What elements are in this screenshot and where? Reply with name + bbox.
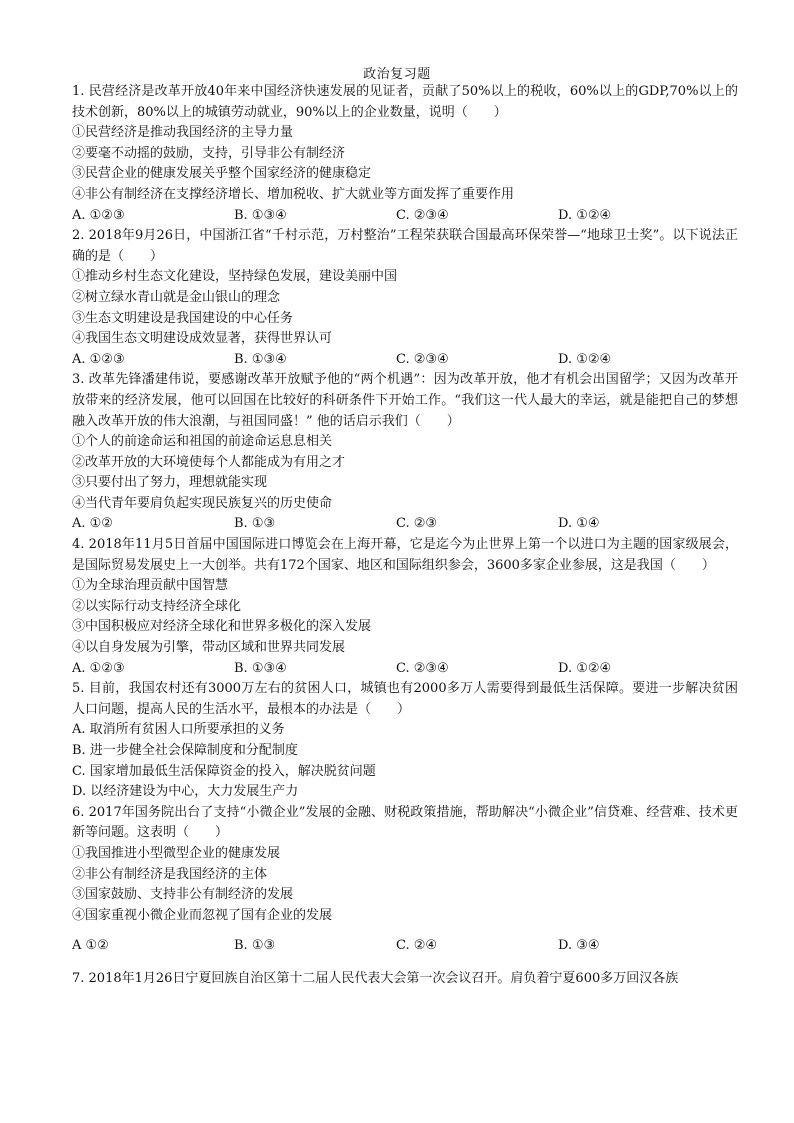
choice-b: B. ①③④	[234, 660, 287, 676]
choice-d: D. ③④	[558, 938, 600, 954]
question-stem: 1. 民营经济是改革开放40年来中国经济快速发展的见证者，贡献了50%以上的税收，60%以上的GDP,70%以上的技术创新，80%以上的城镇劳动就业，90%以上的企业数量，说明（ ）	[72, 84, 738, 120]
choice-a: A. ①②③	[72, 207, 125, 223]
choice-c: C. ②④	[396, 938, 438, 954]
answer-choices	[72, 206, 738, 227]
statement-1: ①我国推进小型微型企业的健康发展	[72, 845, 281, 861]
statement-4: ④以自身发展为引擎，带动区域和世界共同发展	[72, 640, 346, 656]
statement-1: ①个人的前途命运和祖国的前途命运息息相关	[72, 434, 333, 450]
question-7	[72, 969, 738, 990]
page-title: 政治复习题	[363, 67, 431, 82]
spacer	[72, 926, 738, 936]
question-list	[72, 82, 738, 990]
statement-2: ②非公有制经济是我国经济的主体	[72, 866, 268, 882]
question-stem: 7. 2018年1月26日宁夏回族自治区第十二届人民代表大会第一次会议召开。肩负着宁夏600多万回汉各族	[72, 970, 679, 986]
question-5	[72, 679, 738, 803]
answer-choices	[72, 659, 738, 680]
choice-a: A. ①②	[72, 516, 113, 532]
choice-b: B. ①③④	[234, 207, 287, 223]
statement-4: ④我国生态文明建设成效显著，获得世界认可	[72, 331, 333, 347]
choice-d: D. ①②④	[558, 207, 612, 223]
choice-a: A. 取消所有贫困人口所要承担的义务	[72, 722, 285, 738]
answer-choices	[72, 514, 738, 535]
statement-1: ①推动乡村生态文化建设，坚持绿色发展，建设美丽中国	[72, 269, 398, 285]
choice-c: C. 国家增加最低生活保障资金的投入，解决脱贫问题	[72, 763, 376, 779]
choice-a: A. ①②③	[72, 660, 125, 676]
choice-b: B. ①③④	[234, 351, 287, 367]
choice-c: C. ②③	[396, 516, 438, 532]
choice-b: B. ①③	[234, 938, 276, 954]
statement-2: ②树立绿水青山就是金山银山的理念	[72, 289, 281, 305]
choice-c: C. ②③④	[396, 351, 449, 367]
statement-4: ④非公有制经济在支撑经济增长、增加税收、扩大就业等方面发挥了重要作用	[72, 186, 515, 202]
statement-3: ③只要付出了努力，理想就能实现	[72, 475, 268, 491]
statement-2: ②改革开放的大环境使每个人都能成为有用之才	[72, 454, 346, 470]
question-stem: 2. 2018年9月26日，中国浙江省“千村示范，万村整治”工程荣获联合国最高环保荣誉—“地球卫士奖”。以下说法正确的是（ ）	[72, 228, 738, 264]
question-1	[72, 82, 738, 226]
question-2	[72, 226, 738, 370]
statement-1: ①为全球治理贡献中国智慧	[72, 578, 229, 594]
statement-1: ①民营经济是推动我国经济的主导力量	[72, 125, 294, 141]
statement-4: ④当代青年要肩负起实现民族复兴的历史使命	[72, 495, 333, 511]
choice-d: D. ①②④	[558, 660, 612, 676]
choice-b: B. ①③	[234, 516, 276, 532]
question-stem: 6. 2017年国务院出台了支持“小微企业”发展的金融、财税政策措施，帮助解决“小微企业”信贷难、经营难、技术更新等问题。这表明（ ）	[72, 804, 738, 841]
choice-b: B. 进一步健全社会保障制度和分配制度	[72, 743, 298, 758]
choice-c: C. ②③④	[396, 207, 449, 223]
question-stem: 5. 目前，我国农村还有3000万左右的贫困人口，城镇也有2000多万人需要得到最低生活保障。要进一步解决贫困人口问题，提高人民的生活水平，最根本的办法是（ ）	[72, 681, 738, 717]
statement-3: ③国家鼓励、支持非公有制经济的发展	[72, 887, 294, 903]
statement-3: ③中国积极应对经济全球化和世界多极化的深入发展	[72, 619, 372, 635]
choice-c: C. ②③④	[396, 660, 449, 676]
question-stem: 4. 2018年11月5日首届中国国际进口博览会在上海开幕，它是迄今为止世界上第一个以进口为主题的国家级展会，是国际贸易发展史上一大创举。共有172个国家、地区和国际组织参会，3600多家企业参展，这是我国（ ）	[72, 537, 738, 573]
choice-d: D. ①②④	[558, 351, 612, 367]
statement-2: ②以实际行动支持经济全球化	[72, 598, 242, 614]
choice-d: D. 以经济建设为中心，大力发展生产力	[72, 784, 299, 800]
question-stem: 3. 改革先锋潘建伟说，要感谢改革开放赋予他的“两个机遇”：因为改革开放，他才有机会出国留学；又因为改革开放带来的经济发展，他可以回国在比较好的科研条件下开始工作。“我们这一代人最大的幸运，就是能把自己的梦想融入改革开放的伟大浪潮，与祖国同盛！” 他的话启示我们（ ）	[72, 372, 738, 429]
statement-2: ②要毫不动摇的鼓励，支持，引导非公有制经济	[72, 145, 346, 161]
statement-3: ③民营企业的健康发展关乎整个国家经济的健康稳定	[72, 166, 372, 182]
question-6	[72, 803, 738, 957]
choice-a: A ①②	[72, 938, 109, 954]
question-4	[72, 535, 738, 679]
answer-choices	[72, 350, 738, 371]
choice-d: D. ①④	[558, 516, 600, 532]
answer-choices	[72, 936, 738, 957]
question-3	[72, 370, 738, 535]
statement-3: ③生态文明建设是我国建设的中心任务	[72, 310, 294, 326]
choice-a: A. ①②③	[72, 351, 125, 367]
statement-4: ④国家重视小微企业而忽视了国有企业的发展	[72, 907, 333, 923]
